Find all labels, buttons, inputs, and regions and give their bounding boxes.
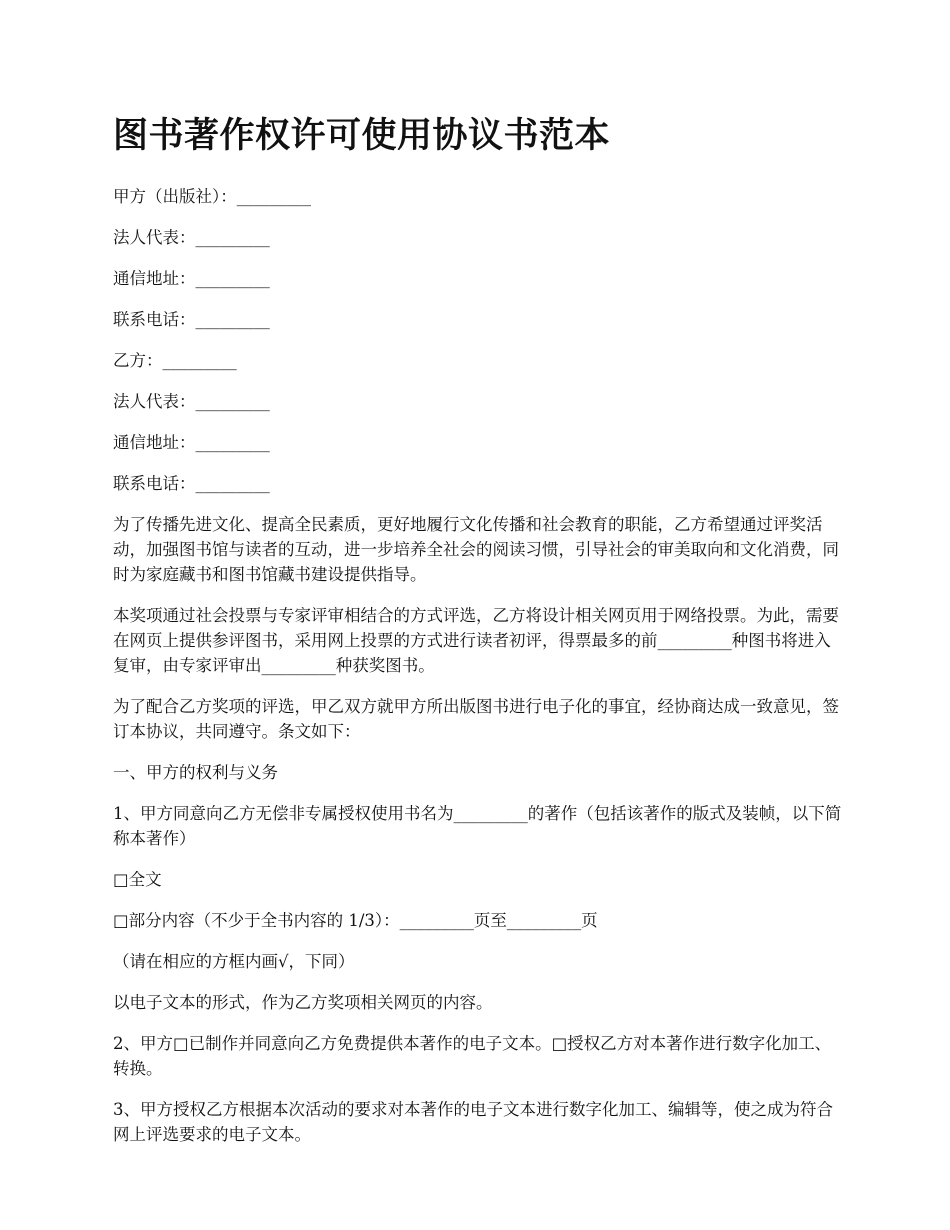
checkbox-note: （请在相应的方框内画√，下同） [113, 952, 355, 971]
document-page [113, 110, 843, 1163]
intro-paragraph: 为了传播先进文化、提高全民素质，更好地履行文化传播和社会教育的职能，乙方希望通过评奖活动，加强图书馆与读者的互动，进一步培养全社会的阅读习惯，引导社会的审美取向和文化消费，同时为家庭藏书和图书馆藏书建设提供指导。 [113, 515, 839, 584]
document-title: 图书著作权许可使用协议书范本 [113, 116, 611, 156]
usage-paragraph: 以电子文本的形式，作为乙方奖项相关网页的内容。 [113, 993, 493, 1012]
selection-paragraph: 本奖项通过社会投票与专家评审相结合的方式评选，乙方将设计相关网页用于网络投票。为此，需要在网页上提供参评图书，采用网上投票的方式进行读者初评，得票最多的前_________种图书将进入复审，由专家评审出_________种获奖图书。 [113, 606, 839, 675]
party-b-representative-field: 法人代表：_________ [113, 392, 270, 411]
party-a-phone-field: 联系电话：_________ [113, 310, 270, 329]
clause-3: 3、甲方授权乙方根据本次活动的要求对本著作的电子文本进行数字化加工、编辑等，使之成为符合网上评选要求的电子文本。 [113, 1100, 833, 1144]
option-partial-content: □部分内容（不少于全书内容的 1/3）：_________页至_________页 [113, 911, 598, 930]
party-b-phone-field: 联系电话：_________ [113, 474, 270, 493]
party-a-representative-field: 法人代表：_________ [113, 228, 270, 247]
party-b-name-field: 乙方：_________ [113, 351, 237, 370]
agreement-paragraph: 为了配合乙方奖项的评选，甲乙双方就甲方所出版图书进行电子化的事宜，经协商达成一致意见，签订本协议，共同遵守。条文如下： [113, 697, 839, 741]
option-full-text: □全文 [113, 870, 162, 889]
section-heading: 一、甲方的权利与义务 [113, 763, 278, 782]
party-a-name-field: 甲方（出版社）：_________ [113, 187, 311, 206]
clause-1: 1、甲方同意向乙方无偿非专属授权使用书名为_________的著作（包括该著作的版式及装帧，以下简称本著作） [113, 804, 842, 848]
clause-2: 2、甲方□已制作并同意向乙方免费提供本著作的电子文本。□授权乙方对本著作进行数字化加工、转换。 [113, 1034, 832, 1078]
party-a-address-field: 通信地址：_________ [113, 269, 270, 288]
party-b-address-field: 通信地址：_________ [113, 433, 270, 452]
